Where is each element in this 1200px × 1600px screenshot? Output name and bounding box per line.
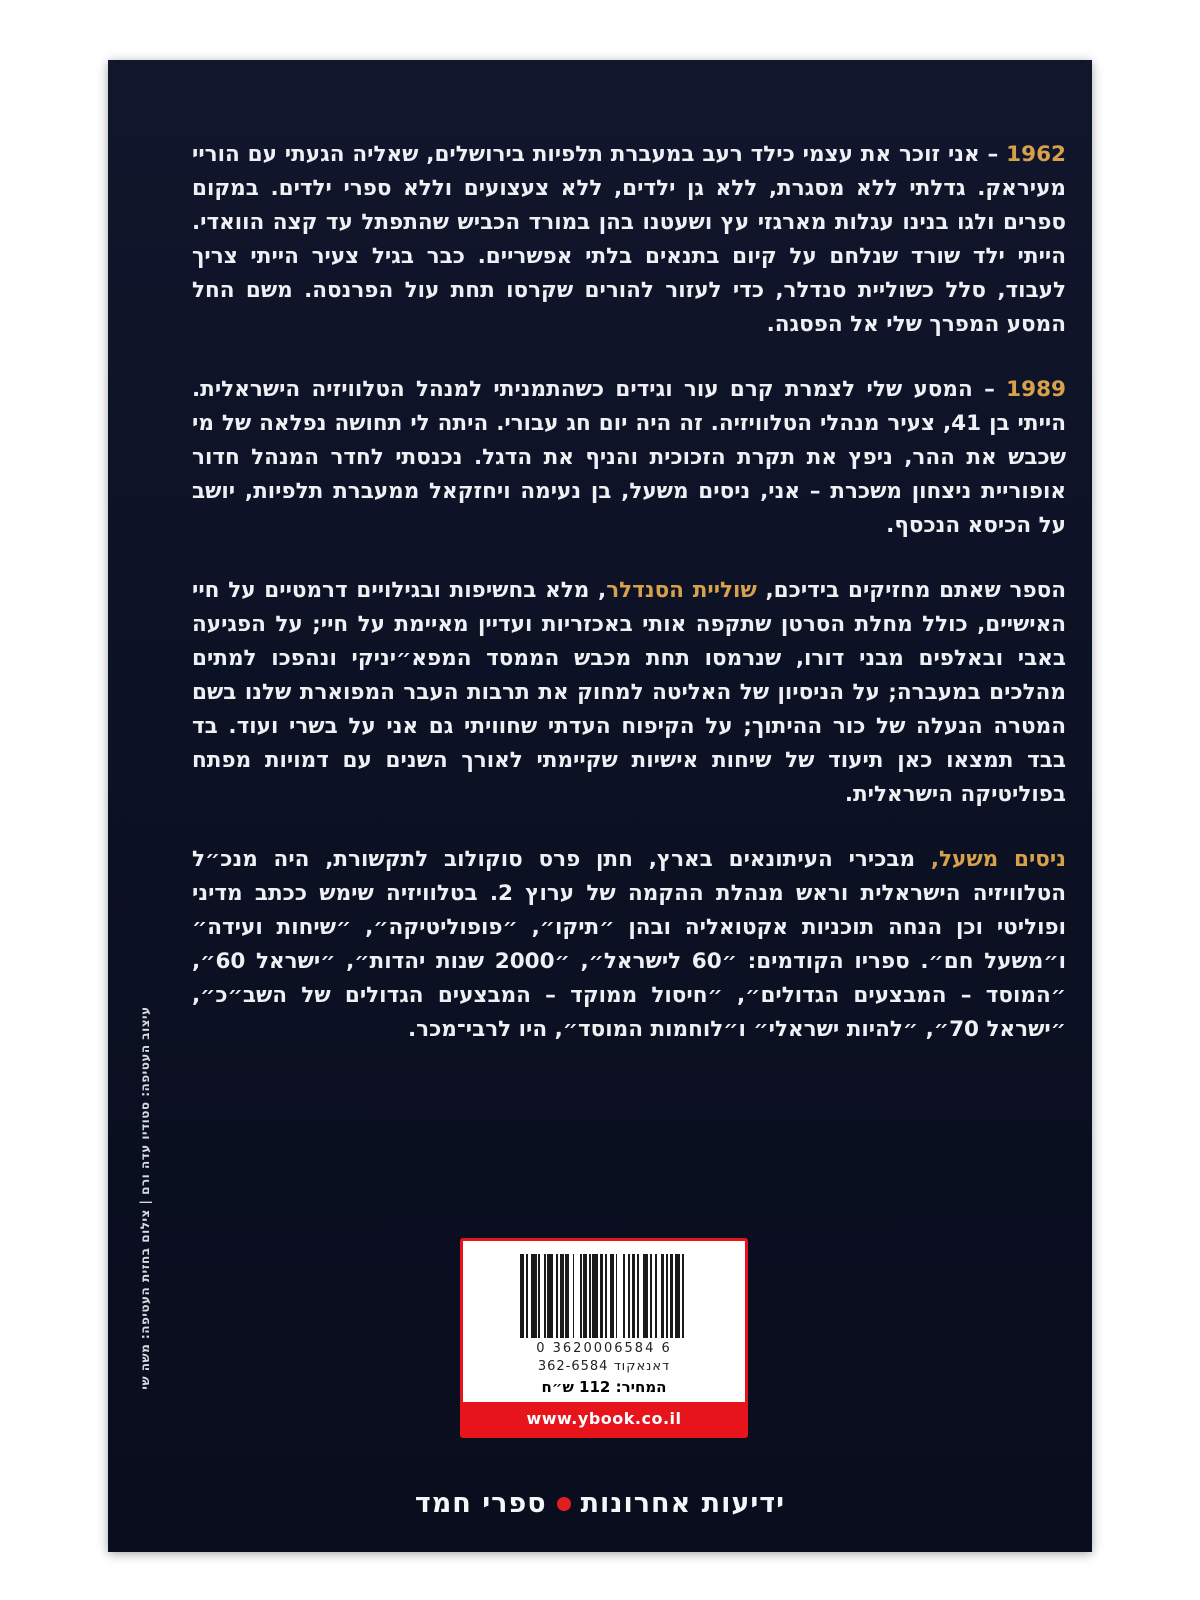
blurb-text: הספר שאתם מחזיקים בידיכם, xyxy=(756,578,1066,603)
back-cover-blurb xyxy=(192,138,1066,1078)
blurb-text: – אני זוכר את עצמי כילד רעב במעברת תלפיות בירושלים, שאליה הגעתי עם הוריי מעיראק. גדלתי ללא מסגרת, ללא גן ילדים, ללא צעצועים וללא ספרי ילדים. במקום ספרים ולגו בנינו עגלות מארגזי עץ ושעטנו בהן במורד הכביש שהתפתל עד קצה הוואדי. הייתי ילד שורד שנלחם על קיום בתנאים בלתי אפשריים. כבר בגיל צעיר הייתי צריך לעבוד, סלל כשוליית סנדלר, כדי לעזור להורים שקרסו תחת עול הפרנסה. משם החל המסע המפרך שלי אל הפסגה. xyxy=(192,142,1066,337)
barcode-box xyxy=(460,1238,748,1438)
cover-design-credit: עיצוב העטיפה: סטודיו עדה ורם | צילום בחזית העטיפה: משה שי xyxy=(138,1006,152,1390)
blurb-paragraph xyxy=(192,373,1066,543)
danacode-number: דאנאקוד 362-6584 xyxy=(537,1359,671,1374)
website-banner xyxy=(463,1402,745,1435)
red-dot-icon xyxy=(557,1497,571,1511)
publisher-name-hemed: ספרי חמד xyxy=(414,1488,547,1519)
barcode-number: 0 3620006584 6 xyxy=(536,1341,672,1356)
gold-highlight-text: 1989 xyxy=(1006,377,1066,402)
blurb-text: , מלא בחשיפות ובגילויים דרמטיים על חיי האישיים, כולל מחלת הסרטן שתקפה אותי באכזריות ועדיין מאיימת על חיי; על הפגיעה באבי ובאלפים מבני דורו, שנרמסו תחת מכבש הממסד המפא״יניקי ונהפכו למתים מהלכים במעברה; על הניסיון של האליטה למחוק את תרבות העבר המפוארת שלנו בשם המטרה הנעלה של כור ההיתוך; על הקיפוח העדתי שחוויתי גם אני על בשרי ועוד. בד בבד תמצאו כאן תיעוד של שיחות אישיות שקיימתי לאורך השנים עם דמויות מפתח בפוליטיקה הישראלית. xyxy=(192,578,1066,807)
publisher-footer xyxy=(108,1488,1092,1519)
gold-highlight-text: ניסים משעל, xyxy=(930,847,1066,872)
blurb-text: מבכירי העיתונאים בארץ, חתן פרס סוקולוב לתקשורת, היה מנכ״ל הטלוויזיה הישראלית וראש מנהלת ההקמה של ערוץ 2. בטלוויזיה שימש ככתב מדיני ופוליטי וכן הנחה תוכניות אקטואליה ובהן ״תיקו״, ״פופוליטיקה״, ״שיחות ועידה״ ו״משעל חם״. ספריו הקודמים: ״60 לישראל״, ״2000 שנות יהדות״, ״ישראל 60״, ״המוסד – המבצעים הגדולים״, ״חיסול ממוקד – המבצעים הגדולים של השב״כ״, ״ישראל 70״, ״להיות ישראלי״ ו״לוחמות המוסד״, היו לרבי־מכר. xyxy=(192,847,1066,1042)
website-url: www.ybook.co.il xyxy=(526,1409,682,1428)
blurb-text: – המסע שלי לצמרת קרם עור וגידים כשהתמניתי למנהל הטלוויזיה הישראלית. הייתי בן 41, צעיר מנהלי הטלוויזיה. זה היה יום חג עבורי. היתה לי תחושה נפלאה של מי שכבש את ההר, ניפץ את תקרת הזכוכית והניף את הדגל. נכנסתי לחדר המנהל חדור אופוריית ניצחון משכרת – אני, ניסים משעל, בן נעימה ויחזקאל ממעברת תלפיות, יושב על הכיסא הנכסף. xyxy=(192,377,1066,538)
barcode-icon xyxy=(497,1254,711,1338)
blurb-paragraph xyxy=(192,574,1066,812)
gold-highlight-text: שוליית הסנדלר xyxy=(606,578,757,603)
publisher-name-yedioth: ידיעות אחרונות xyxy=(580,1488,786,1519)
gold-highlight-text: 1962 xyxy=(1006,142,1066,167)
book-back-cover xyxy=(108,60,1092,1552)
price-label: המחיר: 112 ש״ח xyxy=(541,1378,667,1396)
blurb-paragraph xyxy=(192,843,1066,1047)
blurb-paragraph xyxy=(192,138,1066,342)
